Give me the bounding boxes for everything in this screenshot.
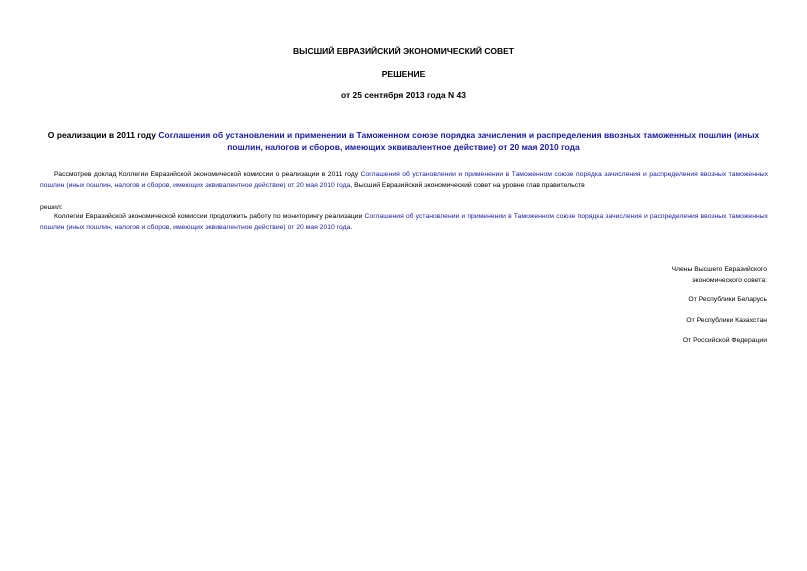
agreement-link-resolution[interactable]: Соглашения об установлении и применении в Таможенном союзе порядка зачисления и распределения ввозных таможенных пошлин (иных пошлин, налогов и сборов, имеющих эквивалентное действие) от 20 мая 2010 года [40, 213, 768, 231]
document-title [40, 129, 767, 153]
agreement-link-title[interactable]: Соглашения об установлении и применении в Таможенном союзе порядка зачисления и распределения ввозных таможенных пошлин (иных пошлин, налогов и сборов, имеющих эквивалентное действие) от 20 мая 2010 года [158, 130, 760, 152]
preamble-paragraph [40, 170, 768, 191]
decision-date-number: от 25 сентября 2013 года N 43 [341, 90, 466, 100]
signatory-russia: От Российской Федерации [682, 337, 767, 344]
signatories-heading-line2: экономического совета: [692, 277, 767, 284]
signatories-heading [671, 264, 767, 286]
resolved-label: решил: [40, 204, 63, 211]
decision-heading: РЕШЕНИЕ [381, 69, 426, 79]
document-title-prefix: О реализации в 2011 году [47, 130, 159, 140]
council-heading: ВЫСШИЙ ЕВРАЗИЙСКИЙ ЭКОНОМИЧЕСКИЙ СОВЕТ [293, 46, 514, 56]
signatory-belarus: От Республики Беларусь [688, 296, 767, 303]
preamble-prefix: Рассмотрев доклад Коллегии Евразийской экономической комиссии о реализации в 2011 году [54, 171, 361, 178]
agreement-link-preamble[interactable]: Соглашения об установлении и применении в Таможенном союзе порядка зачисления и распределения ввозных таможенных пошлин (иных пошлин, налогов и сборов, имеющих эквивалентное действие) от 20 мая 2010 года [40, 171, 768, 189]
resolution-suffix: . [350, 223, 353, 231]
resolution-paragraph [40, 212, 768, 233]
resolution-prefix: Коллегии Евразийской экономической комиссии продолжить работу по мониторингу реализации [54, 213, 365, 220]
signatories-heading-line1: Члены Высшего Евразийского [671, 266, 767, 273]
preamble-suffix: , Высший Евразийский экономический совет на уровне глав правительств [350, 181, 585, 189]
signatory-kazakhstan: От Республики Казахстан [686, 317, 767, 324]
